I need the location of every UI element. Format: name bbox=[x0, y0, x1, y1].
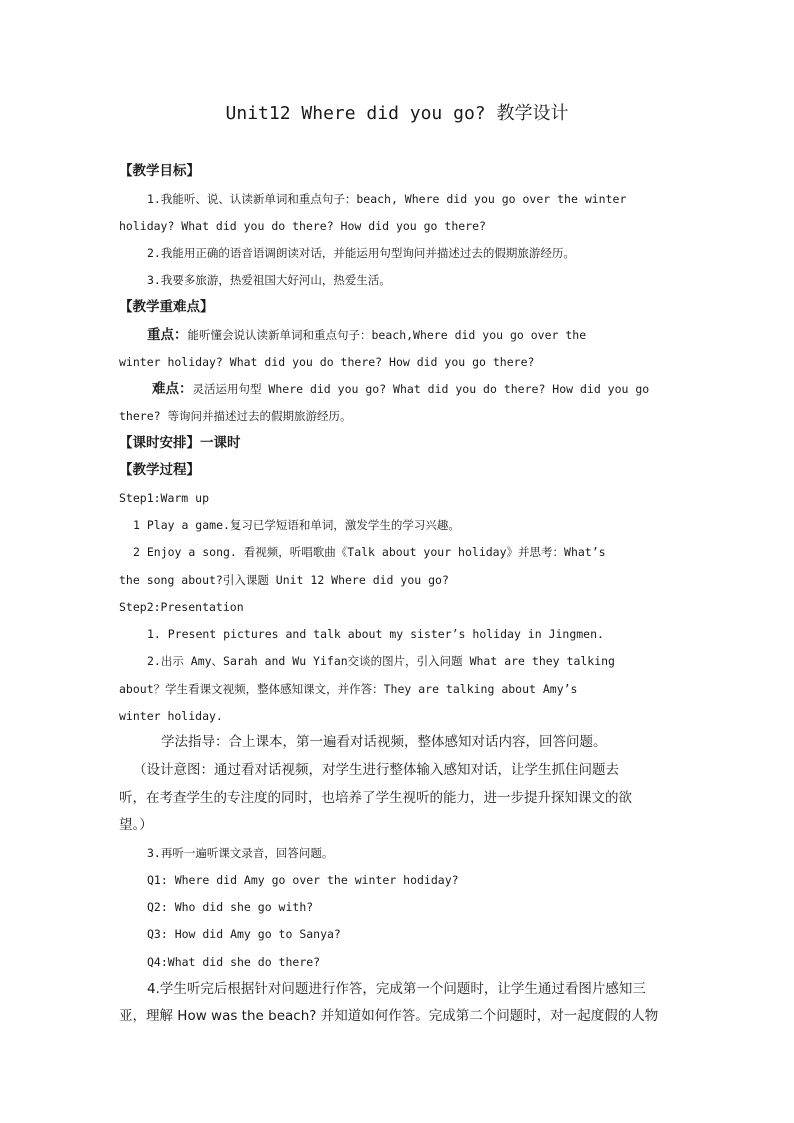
design-intent-line-3: 望。） bbox=[119, 817, 153, 833]
schedule-value: 一课时 bbox=[200, 435, 241, 451]
difficult-point-text: 灵活运用句型 Where did you go? What did you do there? How did you go bbox=[192, 382, 650, 396]
step-2-item-2-line-1: 2.出示 Amy、Sarah and Wu Yifan交谈的图片，引入问题 What are they talking bbox=[147, 654, 615, 668]
page-title: Unit12 Where did you go? 教学设计 bbox=[225, 103, 569, 124]
step-1-title: Step1:Warm up bbox=[119, 491, 210, 505]
question-3: Q3: How did Amy go to Sanya? bbox=[147, 927, 341, 941]
goal-1-line-2: holiday? What did you do there? How did you go there? bbox=[119, 219, 486, 233]
step-1-item-1: 1 Play a game.复习已学短语和单词，激发学生的学习兴趣。 bbox=[133, 518, 460, 532]
step-2-title: Step2:Presentation bbox=[119, 600, 244, 614]
goal-1-line-1: 1.我能听、说、认读新单词和重点句子：beach, Where did you go over the winter bbox=[147, 192, 627, 206]
key-point-line-2: winter holiday? What did you do there? How did you go there? bbox=[119, 355, 535, 369]
goal-2: 2.我能用正确的语音语调朗读对话，并能运用句型询问并描述过去的假期旅游经历。 bbox=[147, 246, 575, 260]
step-1-item-2-line-2: the song about?引入课题 Unit 12 Where did you go? bbox=[119, 573, 449, 587]
question-2: Q2: Who did she go with? bbox=[147, 900, 314, 914]
difficult-point-line-1 bbox=[152, 382, 649, 396]
study-guide: 学法指导：合上课本，第一遍看对话视频，整体感知对话内容，回答问题。 bbox=[161, 734, 607, 750]
section-heading-process: 【教学过程】 bbox=[119, 462, 200, 478]
step-2-item-3: 3.再听一遍听课文录音，回答问题。 bbox=[147, 846, 334, 860]
step-2-item-4-line-1: 4.学生听完后根据针对问题进行作答，完成第一个问题时，让学生通过看图片感知三 bbox=[147, 981, 646, 997]
schedule-line bbox=[119, 436, 241, 450]
design-intent-line-1: （设计意图：通过看对话视频，对学生进行整体输入感知对话，让学生抓住问题去 bbox=[133, 762, 619, 778]
question-1: Q1: Where did Amy go over the winter hodiday? bbox=[147, 873, 459, 887]
key-point-text: 能听懂会说认读新单词和重点句子：beach,Where did you go over the bbox=[187, 328, 587, 342]
section-heading-keypoints: 【教学重难点】 bbox=[119, 299, 214, 315]
step-2-item-4-line-2: 亚，理解 How was the beach? 并知道如何作答。完成第二个问题时，对一起度假的人物 bbox=[119, 1008, 659, 1024]
question-4: Q4:What did she do there? bbox=[147, 955, 321, 969]
schedule-label: 【课时安排】 bbox=[119, 435, 200, 451]
step-2-item-1: 1. Present pictures and talk about my sister’s holiday in Jingmen. bbox=[147, 627, 604, 641]
goal-3: 3.我要多旅游，热爱祖国大好河山，热爱生活。 bbox=[147, 273, 391, 287]
key-point-label: 重点： bbox=[147, 327, 188, 343]
key-point-line-1 bbox=[147, 328, 586, 342]
design-intent-line-2: 听，在考查学生的专注度的同时，也培养了学生视听的能力，进一步提升探知课文的欲 bbox=[119, 790, 632, 806]
difficult-point-line-2: there? 等询问并描述过去的假期旅游经历。 bbox=[119, 409, 352, 423]
difficult-point-label: 难点： bbox=[152, 381, 193, 397]
step-1-item-2-line-1: 2 Enjoy a song. 看视频，听唱歌曲《Talk about your holiday》并思考：What’s bbox=[133, 545, 606, 559]
step-2-item-2-line-3: winter holiday. bbox=[119, 709, 223, 723]
step-2-item-2-line-2: about？学生看课文视频，整体感知课文，并作答：They are talking about Amy’s bbox=[119, 682, 578, 696]
section-heading-goals: 【教学目标】 bbox=[119, 163, 200, 179]
